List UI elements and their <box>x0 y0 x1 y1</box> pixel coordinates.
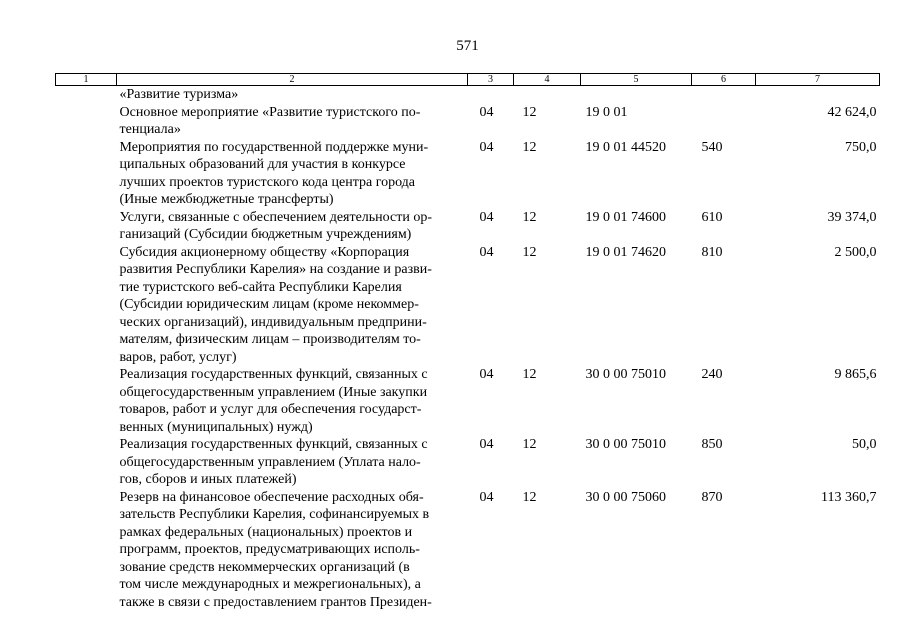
section-code-cell: 04 <box>479 104 494 120</box>
amount-cell: 9 865,6 <box>834 367 877 382</box>
table-row <box>56 436 880 489</box>
item-name-line: Мероприятия по государственной поддержке муни- <box>119 139 429 155</box>
item-name-cell <box>117 104 468 139</box>
target-article-cell: 19 0 01 44520 <box>585 139 666 155</box>
page-number: 571 <box>456 38 479 54</box>
section-code-cell: 04 <box>479 489 494 505</box>
item-name-line: лучших проектов туристского кода центра города <box>119 174 416 190</box>
table-header <box>56 74 880 86</box>
table-row <box>56 209 880 244</box>
expense-type-cell: 810 <box>701 244 723 260</box>
section-code-cell: 04 <box>479 367 494 382</box>
expense-type-cell <box>692 104 756 139</box>
item-name-line: ческих организаций), индивидуальным предприни- <box>119 314 427 330</box>
column-header: 3 <box>468 74 514 86</box>
table-row <box>56 366 880 436</box>
section-code-cell <box>468 86 514 104</box>
row-number-cell <box>56 489 117 612</box>
item-name-line: венных (муниципальных) нужд) <box>119 419 313 435</box>
item-name-line: гов, сборов и иных платежей) <box>119 472 297 487</box>
table-row <box>56 139 880 209</box>
subsection-code-cell: 12 <box>522 489 537 505</box>
expense-type-cell: 610 <box>701 209 723 225</box>
item-name-line: зательств Республики Карелия, софинансируемых в <box>119 507 430 522</box>
column-header: 6 <box>692 74 756 86</box>
item-name-cell <box>117 489 468 612</box>
subsection-code-cell: 12 <box>522 244 537 260</box>
item-name-line: Резерв на финансовое обеспечение расходных обя- <box>119 489 424 505</box>
expense-type-cell: 870 <box>701 489 723 505</box>
target-article-cell: 30 0 00 75010 <box>585 367 666 382</box>
item-name-line: варов, работ, услуг) <box>119 349 237 365</box>
row-number-cell <box>56 104 117 139</box>
amount-cell: 39 374,0 <box>827 209 877 225</box>
row-number-cell <box>56 366 117 436</box>
amount-cell: 42 624,0 <box>827 104 877 120</box>
item-name-line: ганизаций (Субсидии бюджетным учреждениям) <box>119 227 412 242</box>
item-name-line: Субсидия акционерному обществу «Корпорация <box>119 244 410 260</box>
section-code-cell: 04 <box>479 209 494 225</box>
subsection-code-cell: 12 <box>522 367 537 382</box>
budget-table <box>55 73 880 611</box>
column-header: 4 <box>514 74 581 86</box>
item-name-line: тенциала» <box>119 122 181 137</box>
item-name-cell <box>117 366 468 436</box>
amount-cell <box>756 86 880 104</box>
row-number-cell <box>56 209 117 244</box>
row-number-cell <box>56 86 117 104</box>
row-number-cell <box>56 244 117 367</box>
item-name-line: Услуги, связанные с обеспечением деятельности ор- <box>119 209 432 225</box>
item-name-line: Реализация государственных функций, связанных с <box>119 367 428 382</box>
expense-type-cell: 850 <box>701 437 723 452</box>
item-name-line: общегосударственным управлением (Иные закупки <box>119 384 428 400</box>
target-article-cell: 19 0 01 74600 <box>585 209 666 225</box>
target-article-cell: 19 0 01 74620 <box>585 244 666 260</box>
expense-type-cell <box>692 86 756 104</box>
row-number-cell <box>56 139 117 209</box>
item-name-line: (Субсидии юридическим лицам (кроме некоммер- <box>119 297 419 312</box>
section-code-cell: 04 <box>479 139 494 155</box>
item-name-cell <box>117 209 468 244</box>
target-article-cell: 30 0 00 75060 <box>585 489 666 505</box>
table-body <box>56 86 880 612</box>
item-name-line: том числе международных и межрегиональных), а <box>119 577 421 592</box>
item-name-line: мателям, физическим лицам – производителям то- <box>119 332 421 347</box>
item-name-cell <box>117 139 468 209</box>
column-header: 1 <box>56 74 117 86</box>
amount-cell: 50,0 <box>852 437 877 452</box>
expense-type-cell: 240 <box>701 367 723 382</box>
target-article-cell <box>581 86 692 104</box>
item-name-line: тие туристского веб-сайта Республики Карелия <box>119 279 402 295</box>
item-name-line: также в связи с предоставлением грантов Президен- <box>119 594 432 610</box>
item-name-line: «Развитие туризма» <box>119 87 239 102</box>
item-name-line: ципальных образований для участия в конкурсе <box>119 157 406 172</box>
table-row <box>56 244 880 367</box>
column-header: 2 <box>117 74 468 86</box>
column-number-row <box>56 74 880 86</box>
table-row <box>56 104 880 139</box>
subsection-code-cell: 12 <box>522 139 537 155</box>
amount-cell: 750,0 <box>845 139 877 155</box>
item-name-line: зование средств некоммерческих организаций (в <box>119 559 410 575</box>
section-code-cell: 04 <box>479 244 494 260</box>
item-name-line: программ, проектов, предусматривающих исполь- <box>119 542 420 557</box>
amount-cell: 113 360,7 <box>821 489 877 505</box>
item-name-line: (Иные межбюджетные трансферты) <box>119 192 334 207</box>
item-name-line: рамках федеральных (национальных) проектов и <box>119 524 413 540</box>
subsection-code-cell: 12 <box>522 104 537 120</box>
target-article-cell: 30 0 00 75010 <box>585 437 666 452</box>
item-name-line: товаров, работ и услуг для обеспечения государст- <box>119 402 422 417</box>
item-name-cell <box>117 244 468 367</box>
subsection-code-cell <box>514 86 581 104</box>
item-name-cell <box>117 86 468 104</box>
column-header: 5 <box>581 74 692 86</box>
item-name-line: Основное мероприятие «Развитие туристского по- <box>119 104 421 120</box>
item-name-line: развития Республики Карелия» на создание и разви- <box>119 262 432 277</box>
expense-type-cell: 540 <box>701 139 723 155</box>
subsection-code-cell: 12 <box>522 437 537 452</box>
item-name-cell <box>117 436 468 489</box>
item-name-line: общегосударственным управлением (Уплата нало- <box>119 454 421 470</box>
column-header: 7 <box>756 74 880 86</box>
table-row <box>56 489 880 612</box>
subsection-code-cell: 12 <box>522 209 537 225</box>
amount-cell: 2 500,0 <box>834 244 877 260</box>
target-article-cell: 19 0 01 <box>585 104 628 120</box>
table-row <box>56 86 880 104</box>
row-number-cell <box>56 436 117 489</box>
item-name-line: Реализация государственных функций, связанных с <box>119 437 428 452</box>
section-code-cell: 04 <box>479 437 494 452</box>
